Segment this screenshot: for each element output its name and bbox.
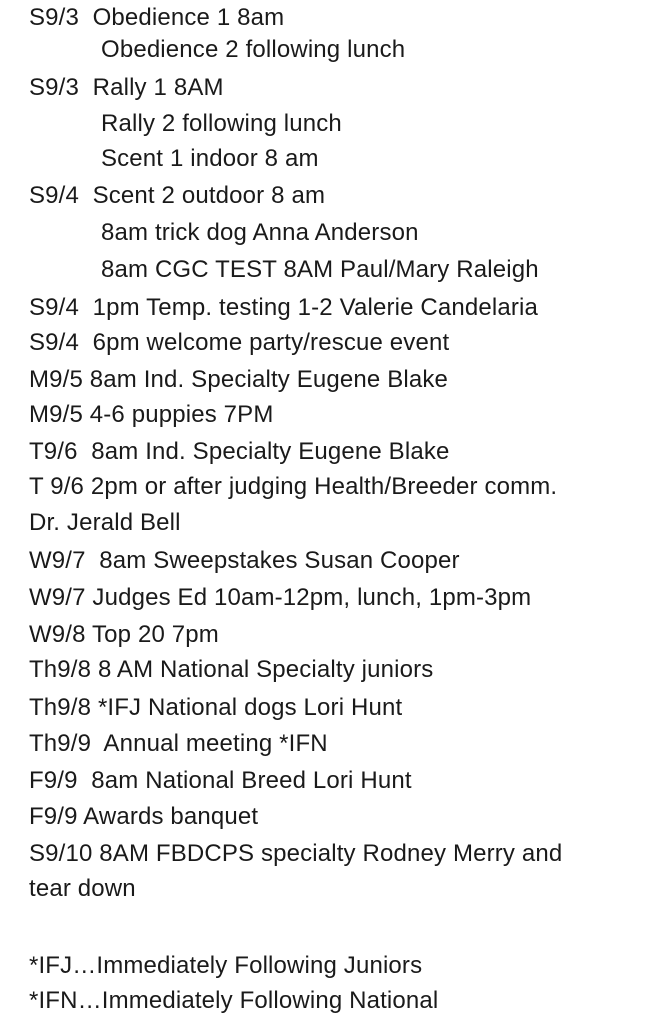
schedule-line: 8am trick dog Anna Anderson xyxy=(101,219,419,246)
schedule-line: Th9/9 Annual meeting *IFN xyxy=(29,730,328,757)
schedule-line: M9/5 8am Ind. Specialty Eugene Blake xyxy=(29,366,448,393)
schedule-line: F9/9 Awards banquet xyxy=(29,803,259,830)
schedule-line: W9/8 Top 20 7pm xyxy=(29,621,219,648)
footnote-line: *IFN…Immediately Following National xyxy=(29,987,439,1014)
schedule-line: Dr. Jerald Bell xyxy=(29,509,181,536)
schedule-line: tear down xyxy=(29,875,136,902)
schedule-line: F9/9 8am National Breed Lori Hunt xyxy=(29,767,412,794)
footnote-line: *IFJ…Immediately Following Juniors xyxy=(29,952,423,979)
schedule-line: S9/10 8AM FBDCPS specialty Rodney Merry and xyxy=(29,840,563,867)
schedule-line: W9/7 8am Sweepstakes Susan Cooper xyxy=(29,547,460,574)
schedule-line: 8am CGC TEST 8AM Paul/Mary Raleigh xyxy=(101,256,539,283)
schedule-line: Scent 1 indoor 8 am xyxy=(101,145,319,172)
schedule-line: Rally 2 following lunch xyxy=(101,110,342,137)
schedule-line: Th9/8 8 AM National Specialty juniors xyxy=(29,656,434,683)
schedule-line: S9/3 Rally 1 8AM xyxy=(29,74,224,101)
schedule-line: Th9/8 *IFJ National dogs Lori Hunt xyxy=(29,694,403,721)
schedule-line: T 9/6 2pm or after judging Health/Breeder comm. xyxy=(29,473,558,500)
schedule-line: S9/4 6pm welcome party/rescue event xyxy=(29,329,450,356)
schedule-line: Obedience 2 following lunch xyxy=(101,36,406,63)
schedule-line: S9/3 Obedience 1 8am xyxy=(29,4,285,31)
schedule-line: T9/6 8am Ind. Specialty Eugene Blake xyxy=(29,438,450,465)
schedule-line: S9/4 1pm Temp. testing 1-2 Valerie Candelaria xyxy=(29,294,538,321)
schedule-line: S9/4 Scent 2 outdoor 8 am xyxy=(29,182,326,209)
schedule-line: W9/7 Judges Ed 10am-12pm, lunch, 1pm-3pm xyxy=(29,584,532,611)
schedule-line: M9/5 4-6 puppies 7PM xyxy=(29,401,274,428)
